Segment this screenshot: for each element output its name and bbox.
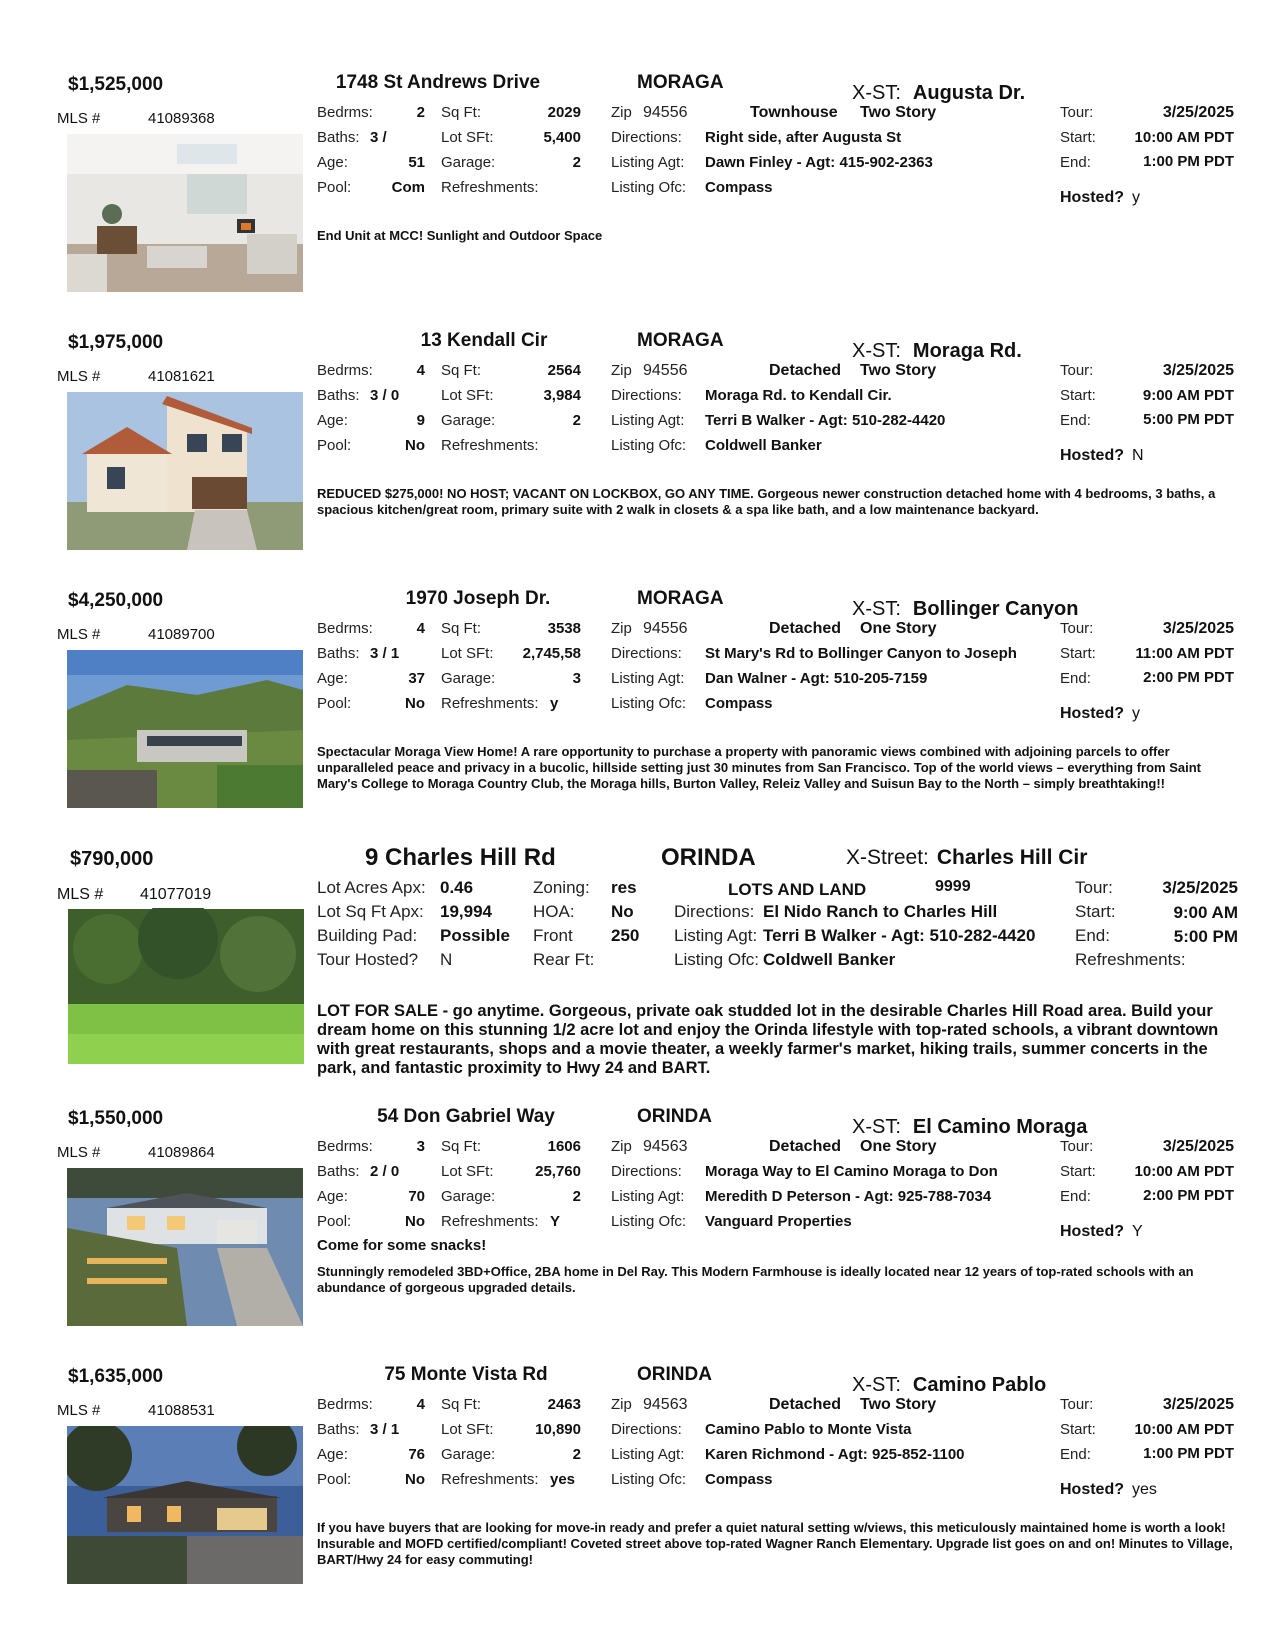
description: End Unit at MCC! Sunlight and Outdoor Space bbox=[317, 228, 603, 243]
city: MORAGA bbox=[637, 330, 724, 351]
mls-number: 41089864 bbox=[148, 1144, 215, 1161]
pool-value: No bbox=[405, 695, 425, 712]
listing-office-label: Listing Ofc: bbox=[611, 179, 687, 196]
house-photo bbox=[67, 392, 303, 550]
refreshments-label: Refreshments: bbox=[441, 179, 539, 196]
bedrooms-label: Bedrms: bbox=[317, 620, 373, 637]
sqft-label: Sq Ft: bbox=[441, 362, 482, 379]
address: 9 Charles Hill Rd bbox=[365, 844, 556, 871]
mls-label: MLS # bbox=[57, 1144, 101, 1161]
property-story: Two Story bbox=[860, 1396, 937, 1413]
mls-number: 41077019 bbox=[140, 886, 212, 903]
tour-hosted-value: N bbox=[440, 950, 453, 969]
hosted bbox=[1060, 1481, 1157, 1499]
front-value: 250 bbox=[611, 926, 640, 945]
address: 54 Don Gabriel Way bbox=[377, 1106, 555, 1127]
age-value: 9 bbox=[416, 412, 425, 429]
baths-label: Baths: bbox=[317, 129, 360, 146]
refreshments-label: Refreshments: bbox=[441, 695, 539, 712]
garage-value: 2 bbox=[572, 1446, 581, 1463]
cross-street bbox=[852, 82, 1025, 105]
cross-street-value: Moraga Rd. bbox=[912, 340, 1022, 362]
baths-label: Baths: bbox=[317, 387, 360, 404]
zip-value: 94563 bbox=[643, 1396, 688, 1413]
listing-agent-label: Listing Agt: bbox=[611, 670, 685, 687]
end-label: End: bbox=[1060, 1188, 1091, 1205]
sqft-value: 1606 bbox=[547, 1138, 581, 1155]
baths-label: Baths: bbox=[317, 645, 360, 662]
hosted-label: Hosted? bbox=[1060, 1481, 1124, 1498]
cross-street bbox=[852, 598, 1078, 621]
zip-value: 94563 bbox=[643, 1138, 688, 1155]
zip-value: 94556 bbox=[643, 104, 688, 121]
city: ORINDA bbox=[661, 844, 756, 871]
listing-office-value: Compass bbox=[705, 695, 773, 712]
property-type: Detached bbox=[769, 362, 842, 379]
pool-value: No bbox=[405, 1471, 425, 1488]
mls-label: MLS # bbox=[57, 886, 104, 903]
front-label: Front bbox=[533, 926, 573, 945]
mls-label: MLS # bbox=[57, 1402, 101, 1419]
property-type: Detached bbox=[769, 620, 842, 637]
lot-value: 25,760 bbox=[535, 1163, 581, 1180]
listing-office-value: Vanguard Properties bbox=[705, 1213, 852, 1230]
lot-label: Lot SFt: bbox=[441, 387, 494, 404]
age-value: 70 bbox=[408, 1188, 425, 1205]
start-time: 10:00 AM PDT bbox=[1134, 129, 1234, 146]
address: 1970 Joseph Dr. bbox=[405, 588, 551, 609]
bedrooms-value: 2 bbox=[416, 104, 425, 121]
listing-office-label: Listing Ofc: bbox=[674, 950, 760, 969]
end-label: End: bbox=[1075, 926, 1110, 945]
mls-number: 41081621 bbox=[148, 368, 215, 385]
zip-label: Zip bbox=[611, 1396, 632, 1413]
lot-value: 10,890 bbox=[535, 1421, 581, 1438]
description: Stunningly remodeled 3BD+Office, 2BA home in Del Ray. This Modern Farmhouse is ideally located near 12 years of top-rated schools with an abundance of gorgeous upgraded details. bbox=[317, 1264, 1194, 1295]
listing-agent-label: Listing Agt: bbox=[674, 926, 758, 945]
zip-label: Zip bbox=[611, 104, 632, 121]
listing-office-value: Compass bbox=[705, 179, 773, 196]
hosted bbox=[1060, 189, 1140, 207]
directions-label: Directions: bbox=[611, 1163, 682, 1180]
sqft-label: Sq Ft: bbox=[441, 1138, 482, 1155]
lot-acres-label: Lot Acres Apx: bbox=[317, 878, 426, 897]
lot-acres-value: 0.46 bbox=[440, 878, 474, 897]
property-photo[interactable] bbox=[68, 908, 304, 1064]
hosted bbox=[1060, 1223, 1143, 1241]
tour-date: 3/25/2025 bbox=[1162, 620, 1234, 637]
refreshments-value: y bbox=[550, 695, 559, 712]
listing-office-label: Listing Ofc: bbox=[611, 695, 687, 712]
lot-sqft-value: 19,994 bbox=[440, 902, 492, 921]
directions-value: Right side, after Augusta St bbox=[705, 129, 902, 146]
baths-value: 3 / 1 bbox=[370, 645, 400, 662]
start-time: 11:00 AM PDT bbox=[1135, 645, 1234, 662]
garage-value: 2 bbox=[572, 1188, 581, 1205]
description: LOT FOR SALE - go anytime. Gorgeous, private oak studded lot in the desirable Charles Hill Road area. Build your dream home on this stunning 1/2 acre lot and enjoy the Orinda lifestyle with top-rated schools, a vibrant downtown with great restaurants, shops and a movie theater, a weekly farmer's market, hiking trails, summer concerts in the park, and fantastic proximity to Hwy 24 and BART. bbox=[317, 1002, 1219, 1077]
tour-label: Tour: bbox=[1060, 620, 1094, 637]
lot-label: Lot SFt: bbox=[441, 1163, 494, 1180]
start-time: 10:00 AM PDT bbox=[1134, 1421, 1234, 1438]
building-pad-value: Possible bbox=[440, 926, 510, 945]
start-label: Start: bbox=[1060, 129, 1096, 146]
zip-label: Zip bbox=[611, 362, 632, 379]
city: ORINDA bbox=[637, 1364, 712, 1385]
cross-street bbox=[846, 846, 1087, 870]
description: REDUCED $275,000! NO HOST; VACANT ON LOCKBOX, GO ANY TIME. Gorgeous newer construction detached home with 4 bedrooms, 3 baths, a spacious kitchen/great room, primary suite with 2 walk in closets & a spa like bath, and a low maintenance backyard. bbox=[317, 486, 1216, 517]
garage-label: Garage: bbox=[441, 1446, 496, 1463]
tour-label: Tour: bbox=[1060, 1138, 1094, 1155]
tour-date: 3/25/2025 bbox=[1162, 1396, 1234, 1413]
end-label: End: bbox=[1060, 1446, 1091, 1463]
directions-label: Directions: bbox=[611, 129, 682, 146]
pool-value: No bbox=[405, 437, 425, 454]
start-time: 10:00 AM PDT bbox=[1134, 1163, 1234, 1180]
end-time: 2:00 PM PDT bbox=[1143, 669, 1234, 686]
tour-date: 3/25/2025 bbox=[1162, 1138, 1234, 1155]
baths-value: 3 / bbox=[370, 129, 387, 146]
listing-agent-label: Listing Agt: bbox=[611, 412, 685, 429]
cross-street bbox=[852, 1374, 1046, 1397]
lot-label: Lot SFt: bbox=[441, 645, 494, 662]
property-story: Two Story bbox=[860, 362, 937, 379]
refreshments-label: Refreshments: bbox=[441, 437, 539, 454]
listing-office-label: Listing Ofc: bbox=[611, 437, 687, 454]
property-code: 9999 bbox=[935, 878, 971, 895]
bedrooms-value: 4 bbox=[416, 620, 425, 637]
address: 13 Kendall Cir bbox=[420, 330, 548, 351]
start-label: Start: bbox=[1060, 1421, 1096, 1438]
sqft-label: Sq Ft: bbox=[441, 104, 482, 121]
end-label: End: bbox=[1060, 670, 1091, 687]
property-photo[interactable] bbox=[67, 1426, 303, 1584]
lot-label: Lot SFt: bbox=[441, 1421, 494, 1438]
pool-value: Com bbox=[391, 179, 425, 196]
refreshments-value: yes bbox=[550, 1471, 576, 1488]
directions-label: Directions: bbox=[611, 645, 682, 662]
oak-lot-photo bbox=[68, 908, 304, 1064]
sqft-value: 2029 bbox=[547, 104, 581, 121]
zip-label: Zip bbox=[611, 620, 632, 637]
listing-office-label: Listing Ofc: bbox=[611, 1213, 687, 1230]
bedrooms-label: Bedrms: bbox=[317, 104, 373, 121]
farmhouse-photo bbox=[67, 1168, 303, 1326]
end-time: 1:00 PM PDT bbox=[1143, 153, 1234, 170]
bedrooms-label: Bedrms: bbox=[317, 1138, 373, 1155]
zip-value: 94556 bbox=[643, 620, 688, 637]
lot-value: 2,745,58 bbox=[522, 645, 581, 662]
note: Come for some snacks! bbox=[317, 1237, 487, 1254]
start-label: Start: bbox=[1060, 1163, 1096, 1180]
start-time: 9:00 AM bbox=[1173, 903, 1238, 922]
lot-sqft-label: Lot Sq Ft Apx: bbox=[317, 902, 424, 921]
lot-value: 5,400 bbox=[543, 129, 581, 146]
property-story: One Story bbox=[860, 620, 937, 637]
cross-street-label: X-ST: bbox=[852, 82, 901, 104]
age-value: 37 bbox=[408, 670, 425, 687]
pool-value: No bbox=[405, 1213, 425, 1230]
hosted bbox=[1060, 447, 1144, 465]
baths-value: 3 / 1 bbox=[370, 1421, 400, 1438]
listing-card bbox=[0, 62, 1275, 312]
mls-label: MLS # bbox=[57, 626, 101, 643]
sqft-value: 2463 bbox=[547, 1396, 581, 1413]
pool-label: Pool: bbox=[317, 1471, 352, 1488]
age-value: 76 bbox=[408, 1446, 425, 1463]
mls-number: 41089368 bbox=[148, 110, 215, 127]
price: $1,525,000 bbox=[68, 74, 164, 95]
bedrooms-value: 3 bbox=[416, 1138, 425, 1155]
listing-agent-label: Listing Agt: bbox=[611, 1446, 685, 1463]
property-type: Detached bbox=[769, 1138, 842, 1155]
city: MORAGA bbox=[637, 72, 724, 93]
cross-street-label: X-ST: bbox=[852, 598, 901, 620]
lot-label: Lot SFt: bbox=[441, 129, 494, 146]
price: $4,250,000 bbox=[68, 590, 164, 611]
hoa-value: No bbox=[611, 902, 634, 921]
age-label: Age: bbox=[317, 1446, 348, 1463]
property-photo[interactable] bbox=[67, 650, 303, 808]
pool-label: Pool: bbox=[317, 1213, 352, 1230]
rear-ft-label: Rear Ft: bbox=[533, 950, 595, 969]
age-label: Age: bbox=[317, 412, 348, 429]
garage-label: Garage: bbox=[441, 154, 496, 171]
property-photo[interactable] bbox=[67, 392, 303, 550]
cross-street-value: Charles Hill Cir bbox=[936, 846, 1088, 869]
listing-agent-value: Dawn Finley - Agt: 415-902-2363 bbox=[705, 154, 933, 171]
bedrooms-value: 4 bbox=[416, 362, 425, 379]
zip-value: 94556 bbox=[643, 362, 688, 379]
garage-value: 3 bbox=[572, 670, 581, 687]
tour-date: 3/25/2025 bbox=[1162, 878, 1238, 897]
garage-label: Garage: bbox=[441, 412, 496, 429]
hosted-label: Hosted? bbox=[1060, 705, 1124, 722]
listing-card bbox=[0, 578, 1275, 828]
sqft-value: 3538 bbox=[547, 620, 581, 637]
refreshments-label: Refreshments: bbox=[1075, 950, 1186, 969]
age-label: Age: bbox=[317, 670, 348, 687]
listing-office-value: Coldwell Banker bbox=[705, 437, 822, 454]
sqft-value: 2564 bbox=[547, 362, 581, 379]
zoning-label: Zoning: bbox=[533, 878, 590, 897]
tour-label: Tour: bbox=[1060, 104, 1094, 121]
bedrooms-value: 4 bbox=[416, 1396, 425, 1413]
lot-listing-card bbox=[0, 836, 1275, 1086]
mls-number: 41089700 bbox=[148, 626, 215, 643]
hillside-home-photo bbox=[67, 650, 303, 808]
property-photo[interactable] bbox=[67, 134, 303, 292]
end-time: 1:00 PM PDT bbox=[1143, 1445, 1234, 1462]
listing-card bbox=[0, 1354, 1275, 1604]
directions-value: Camino Pablo to Monte Vista bbox=[705, 1421, 912, 1438]
end-time: 5:00 PM bbox=[1173, 927, 1238, 946]
property-photo[interactable] bbox=[67, 1168, 303, 1326]
listing-agent-value: Terri B Walker - Agt: 510-282-4420 bbox=[705, 412, 946, 429]
hosted-value: N bbox=[1132, 447, 1144, 464]
hosted-value: yes bbox=[1132, 1481, 1157, 1498]
listing-agent-label: Listing Agt: bbox=[611, 1188, 685, 1205]
baths-label: Baths: bbox=[317, 1421, 360, 1438]
hosted-value: y bbox=[1132, 705, 1140, 722]
directions-value: Moraga Way to El Camino Moraga to Don bbox=[705, 1163, 998, 1180]
directions-label: Directions: bbox=[611, 387, 682, 404]
dusk-home-photo bbox=[67, 1426, 303, 1584]
age-label: Age: bbox=[317, 154, 348, 171]
hoa-label: HOA: bbox=[533, 902, 575, 921]
listing-card bbox=[0, 320, 1275, 570]
listing-office-label: Listing Ofc: bbox=[611, 1471, 687, 1488]
lot-value: 3,984 bbox=[543, 387, 581, 404]
baths-value: 3 / 0 bbox=[370, 387, 400, 404]
garage-value: 2 bbox=[572, 412, 581, 429]
listing-office-value: Coldwell Banker bbox=[763, 950, 896, 969]
refreshments-value: Y bbox=[550, 1213, 561, 1230]
mls-label: MLS # bbox=[57, 110, 101, 127]
end-label: End: bbox=[1060, 154, 1091, 171]
hosted bbox=[1060, 705, 1140, 723]
cross-street bbox=[852, 1116, 1087, 1139]
listing-agent-value: Dan Walner - Agt: 510-205-7159 bbox=[705, 670, 928, 687]
living-room-photo bbox=[67, 134, 303, 292]
garage-label: Garage: bbox=[441, 670, 496, 687]
listing-agent-value: Karen Richmond - Agt: 925-852-1100 bbox=[705, 1446, 965, 1463]
listing-agent-value: Terri B Walker - Agt: 510-282-4420 bbox=[763, 926, 1036, 945]
zip-label: Zip bbox=[611, 1138, 632, 1155]
hosted-label: Hosted? bbox=[1060, 447, 1124, 464]
city: ORINDA bbox=[637, 1106, 712, 1127]
tour-label: Tour: bbox=[1060, 362, 1094, 379]
price: $1,550,000 bbox=[68, 1108, 164, 1129]
pool-label: Pool: bbox=[317, 437, 352, 454]
end-time: 2:00 PM PDT bbox=[1143, 1187, 1234, 1204]
property-type: Detached bbox=[769, 1396, 842, 1413]
property-type: LOTS AND LAND bbox=[728, 880, 867, 899]
cross-street-value: El Camino Moraga bbox=[912, 1116, 1088, 1138]
pool-label: Pool: bbox=[317, 179, 352, 196]
cross-street-label: X-ST: bbox=[852, 340, 901, 362]
garage-label: Garage: bbox=[441, 1188, 496, 1205]
tour-label: Tour: bbox=[1075, 878, 1113, 897]
baths-label: Baths: bbox=[317, 1163, 360, 1180]
city: MORAGA bbox=[637, 588, 724, 609]
directions-label: Directions: bbox=[611, 1421, 682, 1438]
cross-street-label: X-ST: bbox=[852, 1374, 901, 1396]
listing-agent-value: Meredith D Peterson - Agt: 925-788-7034 bbox=[705, 1188, 992, 1205]
cross-street bbox=[852, 340, 1022, 363]
cross-street-value: Bollinger Canyon bbox=[912, 598, 1079, 620]
address: 1748 St Andrews Drive bbox=[335, 72, 541, 93]
cross-street-label: X-ST: bbox=[852, 1116, 901, 1138]
hosted-label: Hosted? bbox=[1060, 1223, 1124, 1240]
end-time: 5:00 PM PDT bbox=[1143, 411, 1234, 428]
tour-date: 3/25/2025 bbox=[1162, 362, 1234, 379]
hosted-value: Y bbox=[1132, 1223, 1143, 1240]
start-label: Start: bbox=[1060, 387, 1096, 404]
cross-street-value: Camino Pablo bbox=[912, 1374, 1047, 1396]
property-story: Two Story bbox=[860, 104, 937, 121]
cross-street-value: Augusta Dr. bbox=[912, 82, 1026, 104]
mls-label: MLS # bbox=[57, 368, 101, 385]
pool-label: Pool: bbox=[317, 695, 352, 712]
baths-value: 2 / 0 bbox=[370, 1163, 400, 1180]
building-pad-label: Building Pad: bbox=[317, 926, 418, 945]
description: Spectacular Moraga View Home! A rare opportunity to purchase a property with panoramic views combined with adjoining parcels to offer unparalleled peace and privacy in a bucolic, hillside setting just 30 minutes from San Francisco. Top of the world views – everything from Saint Mary's College to Moraga Country Club, the Moraga hills, Burton Valley, Releiz Valley and Suisun Bay to the North – simply breathtaking!! bbox=[317, 744, 1201, 791]
tour-date: 3/25/2025 bbox=[1162, 104, 1234, 121]
start-label: Start: bbox=[1075, 902, 1116, 921]
directions-value: St Mary's Rd to Bollinger Canyon to Joseph bbox=[705, 645, 1017, 662]
price: $1,635,000 bbox=[68, 1366, 164, 1387]
cross-street-label: X-Street: bbox=[846, 846, 929, 869]
sqft-label: Sq Ft: bbox=[441, 620, 482, 637]
sqft-label: Sq Ft: bbox=[441, 1396, 482, 1413]
description: If you have buyers that are looking for move-in ready and prefer a quiet natural setting w/views, this meticulously maintained home is worth a look! Insurable and MOFD certified/compliant! Coveted street above top-rated Wagner Ranch Elementary. Upgrade list goes on and on! Minutes to Village, BART/Hwy 24 for easy commuting! bbox=[317, 1520, 1233, 1567]
address: 75 Monte Vista Rd bbox=[384, 1364, 548, 1385]
listing-agent-label: Listing Agt: bbox=[611, 154, 685, 171]
hosted-label: Hosted? bbox=[1060, 189, 1124, 206]
bedrooms-label: Bedrms: bbox=[317, 1396, 373, 1413]
tour-hosted-label: Tour Hosted? bbox=[317, 950, 419, 969]
listing-card bbox=[0, 1096, 1275, 1346]
age-label: Age: bbox=[317, 1188, 348, 1205]
directions-value: El Nido Ranch to Charles Hill bbox=[763, 902, 998, 921]
age-value: 51 bbox=[408, 154, 425, 171]
directions-value: Moraga Rd. to Kendall Cir. bbox=[705, 387, 892, 404]
tour-label: Tour: bbox=[1060, 1396, 1094, 1413]
mls-number: 41088531 bbox=[148, 1402, 215, 1419]
directions-label: Directions: bbox=[674, 902, 755, 921]
price: $1,975,000 bbox=[68, 332, 164, 353]
property-type: Townhouse bbox=[750, 104, 838, 121]
start-label: Start: bbox=[1060, 645, 1096, 662]
refreshments-label: Refreshments: bbox=[441, 1471, 539, 1488]
listing-office-value: Compass bbox=[705, 1471, 773, 1488]
hosted-value: y bbox=[1132, 189, 1140, 206]
zoning-value: res bbox=[611, 878, 637, 897]
start-time: 9:00 AM PDT bbox=[1142, 387, 1234, 404]
garage-value: 2 bbox=[572, 154, 581, 171]
refreshments-label: Refreshments: bbox=[441, 1213, 539, 1230]
price: $790,000 bbox=[70, 848, 154, 870]
property-story: One Story bbox=[860, 1138, 937, 1155]
bedrooms-label: Bedrms: bbox=[317, 362, 373, 379]
end-label: End: bbox=[1060, 412, 1091, 429]
